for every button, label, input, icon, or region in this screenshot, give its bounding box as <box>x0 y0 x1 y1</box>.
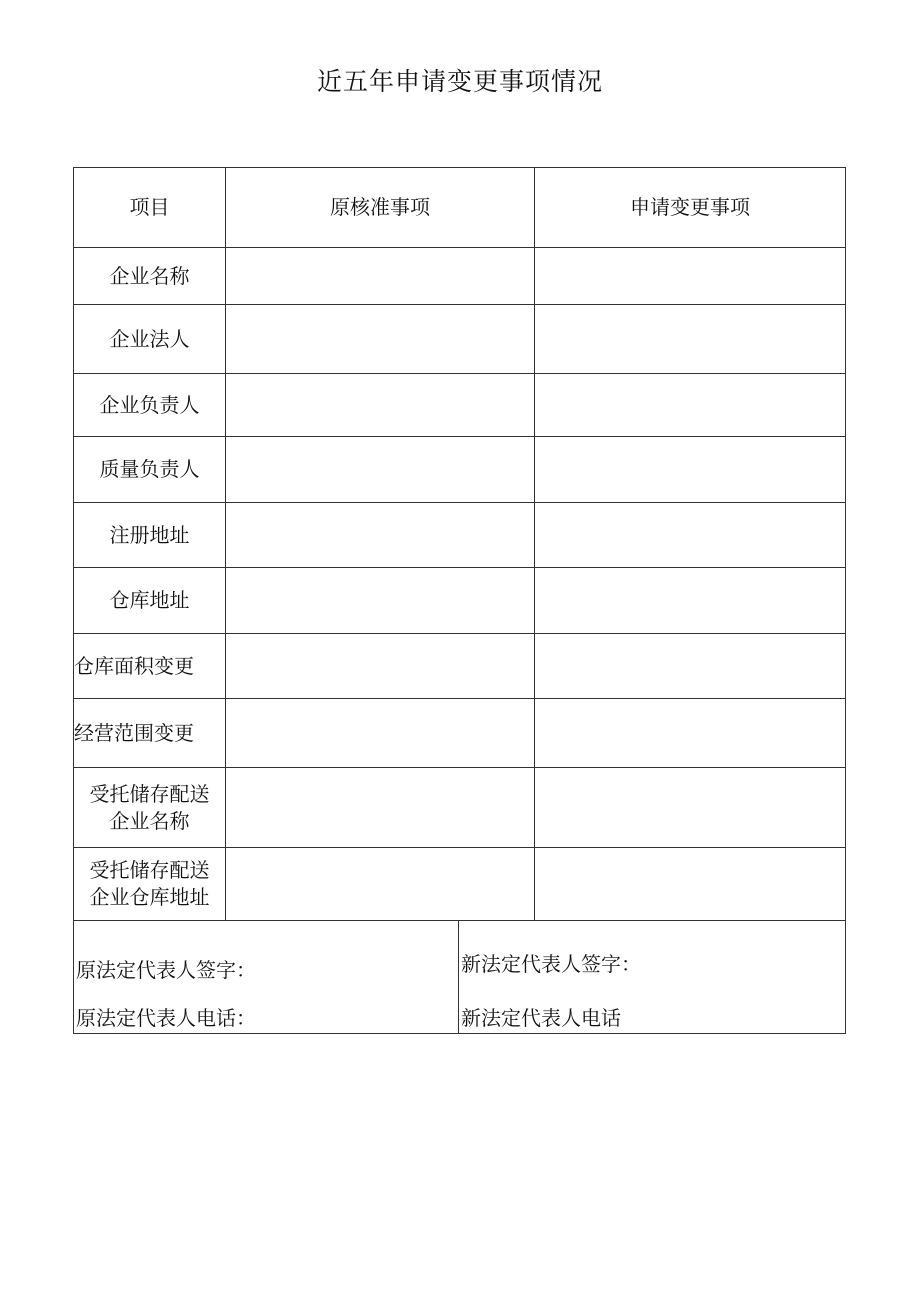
change-items-table <box>73 167 846 1034</box>
original-value-cell[interactable] <box>226 374 535 437</box>
requested-value-cell[interactable] <box>535 568 846 634</box>
row-label: 仓库面积变更 <box>74 634 226 699</box>
header-item: 项目 <box>74 168 226 248</box>
original-value-cell[interactable] <box>226 568 535 634</box>
row-label: 企业负责人 <box>74 374 226 437</box>
requested-value-cell[interactable] <box>535 848 846 921</box>
table-row <box>74 437 846 503</box>
page-title: 近五年申请变更事项情况 <box>316 67 603 96</box>
requested-value-cell[interactable] <box>535 634 846 699</box>
table-row <box>74 768 846 848</box>
row-label-line: 受托储存配送 <box>89 781 210 806</box>
requested-value-cell[interactable] <box>535 768 846 848</box>
original-value-cell[interactable] <box>226 503 535 568</box>
signature-row <box>74 921 846 1034</box>
table-row <box>74 374 846 437</box>
original-value-cell[interactable] <box>226 848 535 921</box>
original-signature-label[interactable]: 原法定代表人签字： <box>76 958 256 982</box>
original-value-cell[interactable] <box>226 699 535 768</box>
requested-value-cell[interactable] <box>535 699 846 768</box>
row-label: 仓库地址 <box>74 568 226 634</box>
original-value-cell[interactable] <box>226 437 535 503</box>
row-label-line: 受托储存配送 <box>89 858 210 882</box>
row-label: 企业名称 <box>74 248 226 305</box>
row-label: 注册地址 <box>74 503 226 568</box>
original-representative-cell <box>74 921 459 1034</box>
row-label-line: 企业名称 <box>109 808 190 833</box>
requested-value-cell[interactable] <box>535 437 846 503</box>
new-representative-cell <box>459 921 846 1034</box>
original-phone-label[interactable]: 原法定代表人电话： <box>76 1006 256 1030</box>
requested-value-cell[interactable] <box>535 248 846 305</box>
row-label-line: 企业仓库地址 <box>89 885 210 909</box>
original-value-cell[interactable] <box>226 305 535 374</box>
table-header-row <box>74 168 846 248</box>
row-label <box>74 768 226 848</box>
requested-value-cell[interactable] <box>535 503 846 568</box>
table-row <box>74 503 846 568</box>
table-row <box>74 248 846 305</box>
requested-value-cell[interactable] <box>535 305 846 374</box>
row-label: 企业法人 <box>74 305 226 374</box>
header-original: 原核准事项 <box>226 168 535 248</box>
table-row <box>74 568 846 634</box>
new-phone-label[interactable]: 新法定代表人电话 <box>461 1006 621 1030</box>
row-label: 质量负责人 <box>74 437 226 503</box>
row-label: 经营范围变更 <box>74 699 226 768</box>
table-row <box>74 634 846 699</box>
original-value-cell[interactable] <box>226 634 535 699</box>
table-row <box>74 305 846 374</box>
original-value-cell[interactable] <box>226 248 535 305</box>
row-label <box>74 848 226 921</box>
header-requested: 申请变更事项 <box>535 168 846 248</box>
new-signature-label[interactable]: 新法定代表人签字： <box>461 952 641 976</box>
original-value-cell[interactable] <box>226 768 535 848</box>
table-row <box>74 699 846 768</box>
table-row <box>74 848 846 921</box>
requested-value-cell[interactable] <box>535 374 846 437</box>
